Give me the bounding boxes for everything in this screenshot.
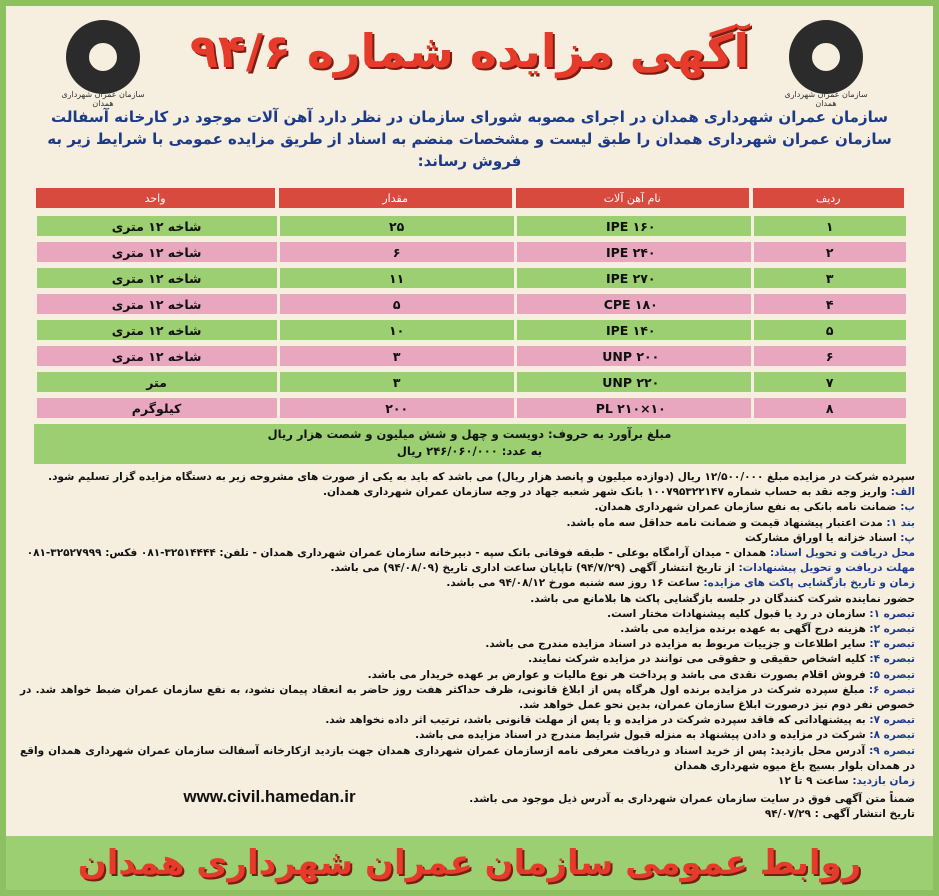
estimate-number: به عدد: ۲۴۶/۰۶۰/۰۰۰ ریال [396,444,543,458]
condition-item [20,728,915,743]
website-link[interactable]: www.civil.hamedan.ir [183,787,356,807]
condition-item [20,470,915,485]
cell-unit: شاخه ۱۲ متری [34,216,277,236]
cell-unit: شاخه ۱۲ متری [34,294,277,314]
condition-label: محل دریافت و تحویل اسناد: [769,547,915,560]
cell-name: UNP ۲۲۰ [514,372,751,392]
cell-qty: ۶ [277,242,514,262]
condition-text: همدان - میدان آرامگاه بوعلی - طبقه فوقانی بانک سپه - دبیرخانه سازمان عمران شهرداری همدان - تلفن: ۳۲۵۱۴۴۴۴-۰۸۱ فکس: ۳۲۵۲۷۹۹۹-۰۸۱ [26,547,767,560]
condition-label: تبصره ۵: [869,668,915,681]
cell-qty: ۲۵ [277,216,514,236]
table-row [34,242,906,262]
condition-text: کلیه اشخاص حقیقی و حقوقی می توانند در مزایده شرکت نمایند. [528,653,866,666]
condition-text: فروش اقلام بصورت نقدی می باشد و پرداخت هر نوع مالیات و عوارض بر عهده خریدار می باشد. [367,668,866,681]
condition-label: تبصره ۱: [869,607,915,620]
condition-label: تبصره ۲: [869,623,915,636]
condition-item [20,683,915,713]
condition-label: تبصره ۷: [869,714,915,727]
condition-label: زمان بازدید: [852,775,915,788]
cell-name: CPE ۱۸۰ [514,294,751,314]
cell-name: IPE ۱۴۰ [514,320,751,340]
table-row [34,320,906,340]
condition-label: تبصره ۳: [869,638,915,651]
cell-unit: شاخه ۱۲ متری [34,242,277,262]
condition-text: واریز وجه نقد به حساب شماره ۱۰۰۷۹۵۳۲۲۱۴۷ بانک شهر شعبه جهاد در وجه سازمان عمران شهرداری همدان. [323,486,888,499]
condition-text: شرکت در مزایده و دادن پیشنهاد به منزله قبول شرایط مندرج در اسناد مزایده می باشد. [415,729,866,742]
col-header-unit: واحد [34,186,277,210]
condition-item [20,637,915,652]
logo-caption-right: سازمان عمران شهرداری همدان [784,90,868,108]
cell-qty: ۳ [277,372,514,392]
cell-name: IPE ۲۷۰ [514,268,751,288]
cell-row: ۵ [751,320,906,340]
condition-label: تبصره ۹: [869,744,915,757]
table-row [34,294,906,314]
condition-item [20,531,915,546]
cell-unit: شاخه ۱۲ متری [34,346,277,366]
condition-text: هزینه درج آگهی به عهده برنده مزایده می باشد. [620,623,866,636]
condition-text: به پیشنهاداتی که فاقد سپرده شرکت در مزایده و یا پس از مهلت قانونی باشد، ترتیب اثر داده نخواهد شد. [325,714,866,727]
condition-item [20,774,915,789]
condition-item [20,652,915,667]
cell-row: ۶ [751,346,906,366]
website-note: ضمناً متن آگهی فوق در سایت سازمان عمران شهرداری به آدرس ذیل موجود می باشد. [469,793,915,806]
condition-item [20,668,915,683]
cell-unit: شاخه ۱۲ متری [34,268,277,288]
table-row [34,268,906,288]
title-row [6,6,933,108]
cell-row: ۷ [751,372,906,392]
cell-qty: ۵ [277,294,514,314]
table-header-row [34,186,906,210]
condition-item [20,622,915,637]
website-line [20,789,915,807]
condition-item [20,561,915,576]
cell-row: ۱ [751,216,906,236]
condition-item [20,744,915,774]
condition-item [20,713,915,728]
condition-item [20,485,915,500]
condition-label: ب: [900,501,915,514]
condition-item [20,592,915,607]
condition-label: مهلت دریافت و تحویل پیشنهادات: [738,562,915,575]
condition-text: سازمان در رد یا قبول کلیه پیشنهادات مختار است. [607,607,866,620]
cell-row: ۲ [751,242,906,262]
condition-label: تبصره ۸: [869,729,915,742]
condition-text: مبلغ سپرده شرکت در مزایده برنده اول هرگاه پس از ابلاغ قانونی، ظرف حداکثر هفت روز حاضر به انعقاد پیمان نشود، به نفع سازمان عمران ضبط خواهد شد. در خصوص نفر دوم نیز درصورت ابلاغ سازمان عمران، بدین نحو عمل خواهد شد. [20,683,915,712]
condition-item [20,576,915,591]
condition-item [20,546,915,561]
condition-text: آدرس محل بازدید: پس از خرید اسناد و دریافت معرفی نامه ازسازمان عمران شهرداری همدان جهت بازدید ازکارخانه آسفالت سازمان عمران شهرداری همدان واقع در همدان بلوار بسیج باغ میوه شهرداری همدان [20,744,915,772]
condition-label: بند ۱: [886,516,915,529]
col-header-qty: مقدار [277,186,514,210]
items-table [34,180,906,424]
cell-name: IPE ۱۶۰ [514,216,751,236]
page-title: آگهی مزایده شماره ۹۴/۶ [189,24,750,78]
cell-qty: ۱۱ [277,268,514,288]
cell-qty: ۱۰ [277,320,514,340]
condition-text: ساعت ۱۶ روز سه شنبه مورخ ۹۴/۰۸/۱۲ می باشد. [446,577,700,590]
intro-text: سازمان عمران شهرداری همدان در اجرای مصوبه شورای سازمان در نظر دارد آهن آلات موجود در کارخانه آسفالت سازمان عمران شهرداری همدان را طبق لیست و مشخصات منضم به اسناد از طریق مزایده عمومی با شرایط زیر به فروش رساند: [47,108,892,170]
condition-item [20,607,915,622]
cell-unit: کیلوگرم [34,398,277,418]
table-row [34,346,906,366]
conditions [6,464,933,823]
cell-unit: متر [34,372,277,392]
cell-row: ۳ [751,268,906,288]
table-row [34,398,906,418]
condition-label: زمان و تاریخ بازگشایی پاکت های مزایده: [703,577,915,590]
cell-row: ۸ [751,398,906,418]
condition-text: سایر اطلاعات و جزییات مربوط به مزایده در اسناد مزایده مندرج می باشد. [485,638,866,651]
condition-label: پ: [900,531,915,544]
condition-label: تبصره ۴: [869,653,915,666]
logo-caption-left: سازمان عمران شهرداری همدان [61,90,145,108]
estimate-box [34,424,906,464]
condition-text: اسناد خزانه یا اوراق مشارکت [744,531,897,544]
condition-label: تبصره ۶: [868,683,916,696]
cell-name: PL ۲۱۰×۱۰ [514,398,751,418]
cell-name: UNP ۲۰۰ [514,346,751,366]
table-row [34,216,906,236]
cell-qty: ۲۰۰ [277,398,514,418]
condition-text: ساعت ۹ تا ۱۲ [778,775,849,788]
condition-item [20,516,915,531]
condition-label: الف: [890,486,915,499]
condition-text: حضور نماینده شرکت کنندگان در جلسه بازگشایی پاکت ها بلامانع می باشد. [530,592,915,605]
table-row [34,372,906,392]
cell-row: ۴ [751,294,906,314]
cell-unit: شاخه ۱۲ متری [34,320,277,340]
condition-text: ضمانت نامه بانکی به نفع سازمان عمران شهرداری همدان. [594,501,897,514]
publish-date: تاریخ انتشار آگهی : ۹۴/۰۷/۲۹ [764,808,915,821]
condition-text: از تاریخ انتشار آگهی (۹۴/۷/۲۹) تاپایان ساعت اداری تاریخ (۹۴/۰۸/۰۹) می باشد. [330,562,735,575]
col-header-name: نام آهن آلات [514,186,751,210]
condition-text: سپرده شرکت در مزایده مبلغ ۱۲/۵۰۰/۰۰۰ ریال (دوازده میلیون و پانصد هزار ریال) می باشد که باید به یکی از صورت های مشروحه زیر به دستگاه مزایده گزار تسلیم شود. [48,471,915,483]
cell-name: IPE ۲۴۰ [514,242,751,262]
col-header-row: ردیف [751,186,906,210]
condition-text: مدت اعتبار پیشنهاد قیمت و ضمانت نامه حداقل سه ماه باشد. [566,516,883,529]
org-logo-left [61,20,145,108]
footer-banner: روابط عمومی سازمان عمران شهرداری همدان [6,836,933,890]
cell-qty: ۳ [277,346,514,366]
condition-item [20,500,915,515]
estimate-words: مبلغ برآورد به حروف: دویست و چهل و شش میلیون و شصت هزار ریال [267,427,672,441]
